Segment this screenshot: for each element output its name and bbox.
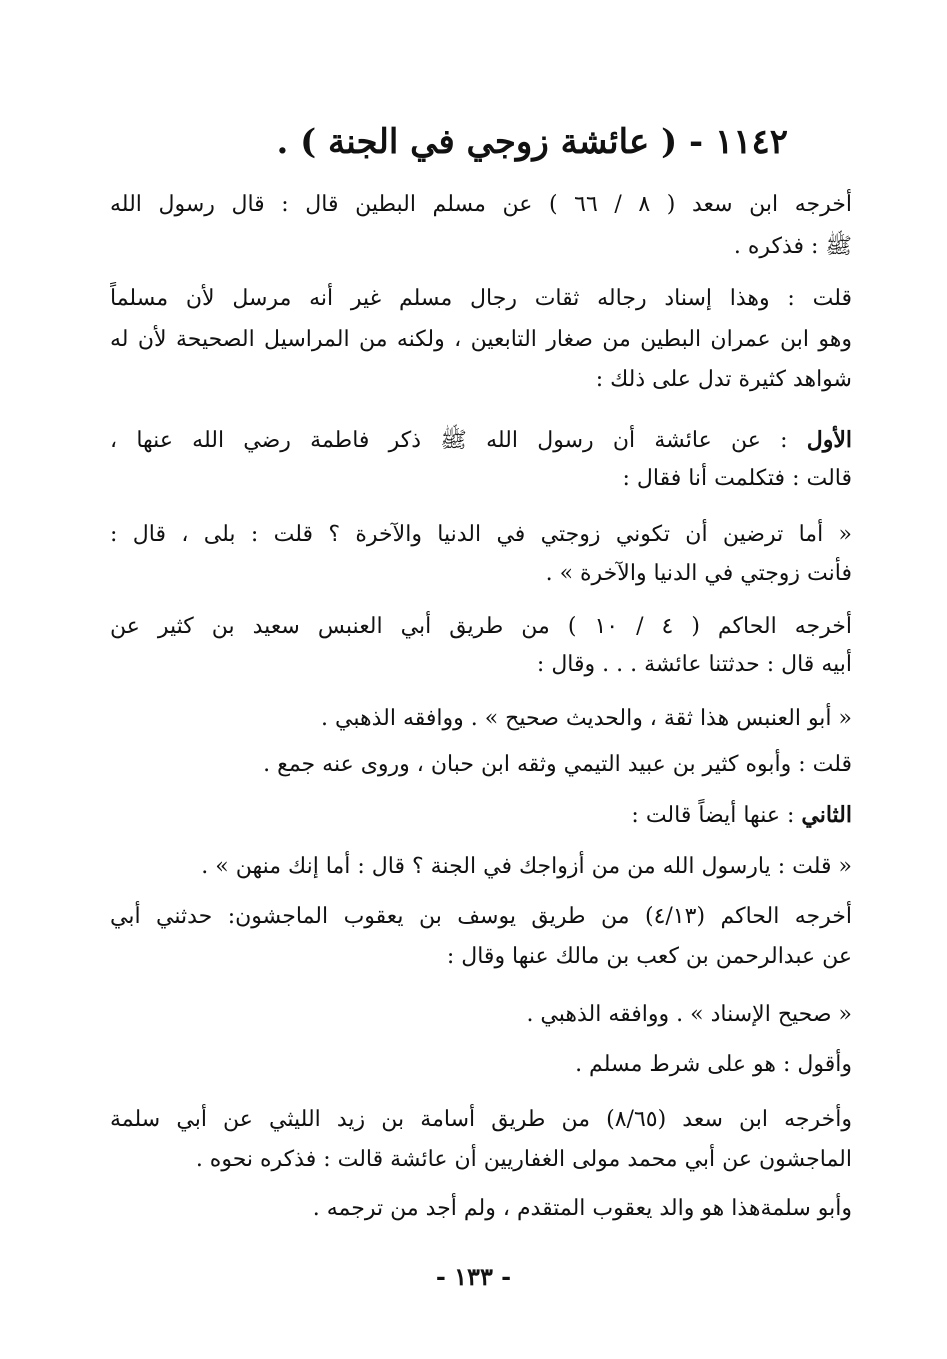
text-line: أخرجه ابن سعد ( ٨ / ٦٦ ) عن مسلم البطين قال : قال رسول الله: [110, 192, 852, 217]
text-line: « أبو العنبس هذا ثقة ، والحديث صحيح » . ووافقه الذهبي .: [321, 706, 852, 731]
text-line: شواهد كثيرة تدل على ذلك :: [595, 367, 852, 392]
text-fragment: ذكر فاطمة رضي الله عنها ،: [110, 428, 422, 453]
text-fragment: عنها أيضاً قالت :: [631, 803, 780, 828]
text-line: أخرجه الحاكم (٤/١٣) من طريق يوسف بن يعقوب الماجشون: حدثني أبي: [110, 904, 852, 929]
text-line: قلت : وهذا إسناد رجاله ثقات رجال مسلم غير أنه مرسل لأن مسلماً: [110, 286, 852, 311]
text-line: الماجشون عن أبي محمد مولى الغفاريين أن عائشة قالت : فذكره نحوه .: [195, 1147, 852, 1172]
second-witness-line: [110, 798, 852, 833]
second-witness-intro: :: [779, 803, 802, 828]
first-witness-intro: : عن عائشة أن رسول الله ﷺ: [421, 428, 807, 453]
text-line: عن عبدالرحمن بن كعب بن مالك عنها وقال :: [446, 944, 852, 969]
text-line: « أما ترضين أن تكوني زوجتي في الدنيا والآخرة ؟ قلت : بلى ، قال :: [110, 522, 852, 547]
text-line: وأبو سلمةهذا هو والد يعقوب المتقدم ، ولم أجد من ترجمه .: [312, 1196, 852, 1221]
second-witness-label: الثاني: [801, 802, 852, 828]
text-line: وهو ابن عمران البطين من صغار التابعين ، ولكنه من المراسيل الصحيحة لأن له: [110, 327, 852, 352]
text-line: « صحيح الإسناد » . ووافقه الذهبي .: [526, 1002, 852, 1027]
text-line: « قلت : يارسول الله من من أزواجك في الجنة ؟ قال : أما إنك منهن » .: [201, 854, 852, 879]
text-line: قالت : فتكلمت أنا فقال :: [622, 466, 852, 491]
page-number: - ١٣٣ -: [435, 1262, 512, 1291]
first-witness-label: الأول: [806, 427, 852, 453]
text-line: ﷺ : فذكره .: [733, 234, 852, 259]
text-line: وأخرجه ابن سعد (٨/٦٥) من طريق أسامة بن زيد الليثي عن أبي سلمة: [110, 1107, 852, 1132]
text-line: أخرجه الحاكم ( ٤ / ١٠ ) من طريق أبي العنبس سعيد بن كثير عن: [110, 614, 852, 639]
text-line: أبيه قال : حدثتنا عائشة . . . وقال :: [536, 652, 852, 677]
text-line: وأقول : هو على شرط مسلم .: [575, 1052, 852, 1077]
text-line: فأنت زوجتي في الدنيا والآخرة » .: [545, 561, 852, 586]
hadith-heading: ١١٤٢ - ( عائشة زوجي في الجنة ) .: [276, 122, 788, 162]
text-line: قلت : وأبوه كثير بن عبيد التيمي وثقه ابن حبان ، وروى عنه جمع .: [263, 752, 852, 777]
first-witness-line: [110, 423, 852, 458]
